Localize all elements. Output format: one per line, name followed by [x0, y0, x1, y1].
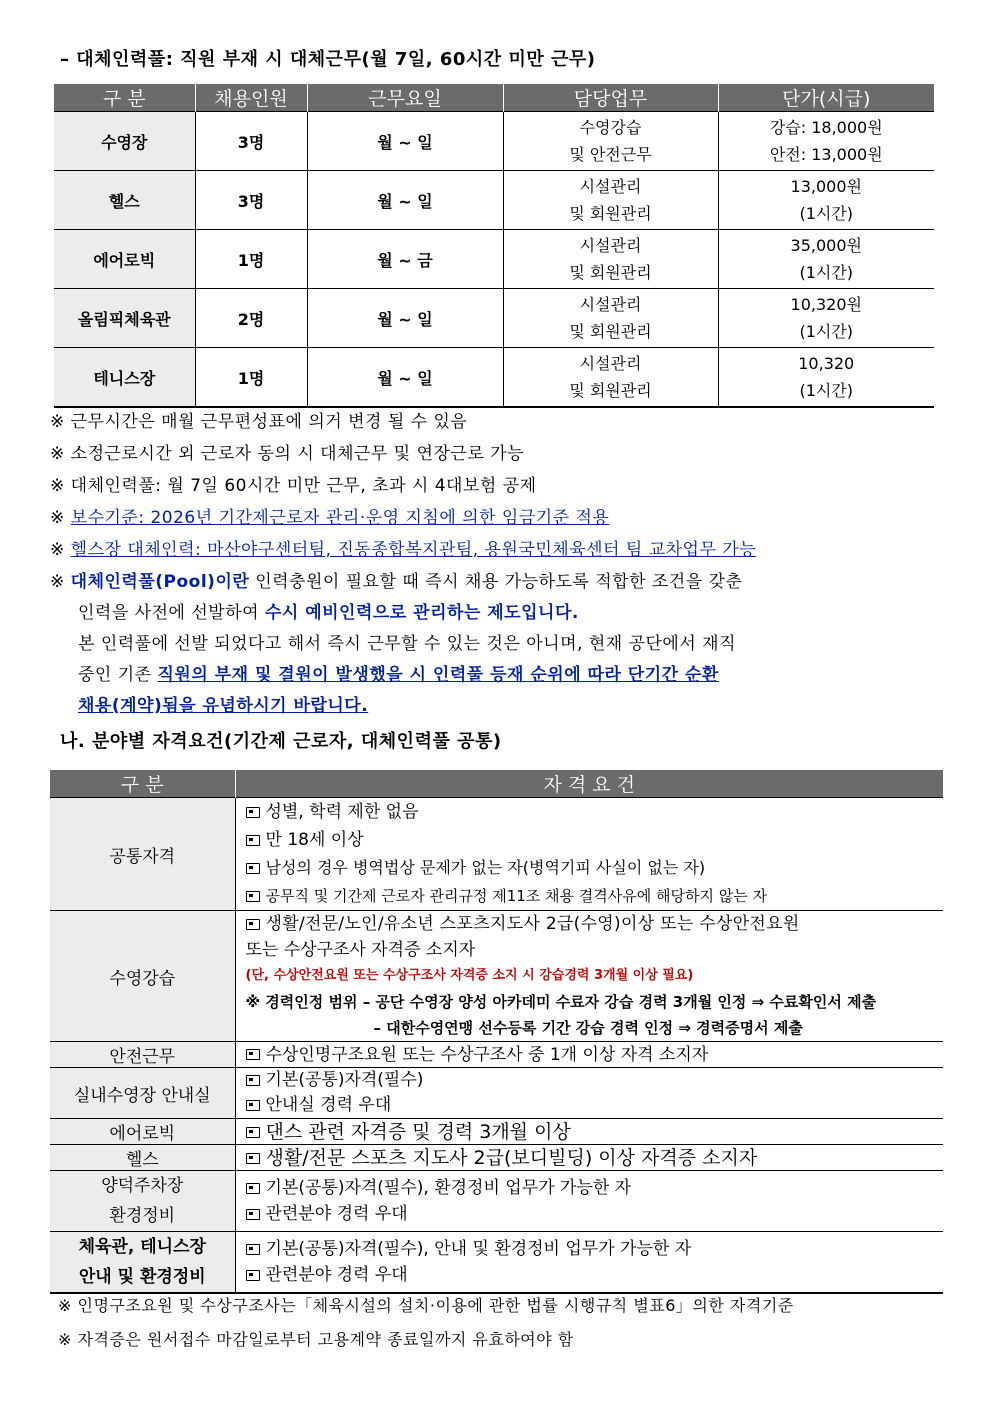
bullet-icon — [246, 1153, 260, 1164]
requirement-item — [246, 1175, 944, 1201]
row-days: 월 ~ 일 — [307, 112, 503, 171]
substitute-pool-table — [54, 84, 934, 408]
row-category: 헬스 — [50, 1145, 235, 1171]
table-row — [50, 1171, 943, 1232]
pay-line: (1시간) — [799, 204, 854, 223]
requirement-text: 관련분야 경력 우대 — [265, 1204, 408, 1224]
table-row — [50, 911, 943, 1042]
footnote-lifeguard: ※ 인명구조요원 및 수상구조사는「체육시설의 설치·이용에 관한 법률 시행규칙 별표6」의한 자격기준 — [58, 1296, 794, 1315]
table-row — [54, 171, 934, 230]
table-header-row — [50, 770, 943, 798]
pool-line2-a: 인력을 사전에 선발하여 — [78, 603, 265, 623]
duty-line: 시설관리 — [579, 236, 642, 255]
requirement-text: 생활/전문 스포츠 지도사 2급(보디빌딩) 이상 자격증 소지자 — [265, 1146, 758, 1169]
header-pay: 단가(시급) — [718, 84, 934, 112]
note-health-substitute — [50, 535, 756, 560]
bullet-icon — [246, 1100, 260, 1111]
header-duty: 담당업무 — [503, 84, 718, 112]
row-days: 월 ~ 일 — [307, 348, 503, 408]
requirement-text: 성별, 학력 제한 없음 — [265, 802, 419, 822]
requirement-note: (단, 수상안전요원 또는 수상구조사 자격증 소지 시 강습경력 3개월 이상 필요) — [245, 968, 694, 983]
category-line: 환경정비 — [109, 1206, 176, 1226]
table-header-row — [54, 84, 934, 112]
requirement-text: 생활/전문/노인/유소년 스포츠지도사 2급(수영)이상 또는 수상안전요원 — [265, 914, 800, 934]
bullet-icon — [246, 1209, 260, 1220]
row-requirements — [235, 1171, 943, 1232]
bullet-icon — [246, 919, 260, 930]
header-requirements: 자 격 요 건 — [235, 770, 943, 798]
requirement-text: 공무직 및 기간제 근로자 관리규정 제11조 채용 결격사유에 해당하지 않는 자 — [265, 887, 767, 905]
row-duty — [503, 348, 718, 408]
row-category: 올림픽체육관 — [54, 289, 195, 348]
requirement-item — [246, 854, 944, 882]
requirement-item — [246, 911, 944, 937]
pay-line: (1시간) — [799, 381, 854, 400]
pool-line4-b: 직원의 부재 및 결원이 발생했을 시 인력풀 등재 순위에 따라 단기간 순환 — [157, 665, 719, 685]
row-category — [50, 1232, 235, 1294]
row-count: 2명 — [195, 289, 307, 348]
pool-definition-text: 인력충원이 필요할 때 즉시 채용 가능하도록 적합한 조건을 갖춘 — [249, 572, 743, 592]
note-mark: ※ — [50, 508, 65, 528]
pool-line2-b: 수시 예비인력으로 관리하는 제도입니다. — [264, 603, 579, 623]
note-pool-definition — [50, 567, 742, 592]
bullet-icon — [246, 1244, 260, 1255]
row-days: 월 ~ 금 — [307, 230, 503, 289]
qualification-table — [50, 770, 943, 1294]
pay-line: 안전: 13,000원 — [769, 145, 883, 164]
row-requirements — [235, 1145, 943, 1171]
row-pay — [718, 230, 934, 289]
requirement-text: 관련분야 경력 우대 — [265, 1265, 408, 1285]
row-days: 월 ~ 일 — [307, 289, 503, 348]
duty-line: 및 회원관리 — [569, 263, 652, 282]
bullet-icon — [246, 807, 260, 818]
bullet-icon — [246, 1127, 260, 1138]
category-line: 체육관, 테니스장 — [78, 1237, 206, 1257]
row-category: 안전근무 — [50, 1042, 235, 1068]
requirement-item — [246, 1093, 944, 1118]
row-category: 헬스 — [54, 171, 195, 230]
requirement-text: 만 18세 이상 — [265, 830, 364, 850]
pool-term: 대체인력풀(Pool)이란 — [70, 572, 250, 592]
pay-line: 10,320 — [798, 354, 855, 373]
header-count: 채용인원 — [195, 84, 307, 112]
bullet-icon — [246, 835, 260, 846]
table-row — [54, 289, 934, 348]
row-category: 에어로빅 — [50, 1119, 235, 1145]
row-pay — [718, 289, 934, 348]
requirement-item — [246, 826, 944, 854]
requirement-text: 기본(공통)자격(필수), 안내 및 환경정비 업무가 가능한 자 — [265, 1239, 692, 1259]
row-requirements — [235, 1232, 943, 1294]
pay-line: (1시간) — [799, 263, 854, 282]
pay-line: 13,000원 — [790, 177, 862, 196]
row-category: 공통자격 — [50, 798, 235, 911]
row-count: 1명 — [195, 348, 307, 408]
pay-line: 강습: 18,000원 — [769, 118, 883, 137]
requirement-note: ※ 경력인정 범위 – 공단 수영장 양성 아카데미 수료자 강습 경력 3개월 인정 ⇒ 수료확인서 제출 — [245, 993, 877, 1011]
note-pool-line5 — [78, 691, 368, 716]
table-row — [54, 112, 934, 171]
row-duty — [503, 230, 718, 289]
row-days: 월 ~ 일 — [307, 171, 503, 230]
row-requirements — [235, 1042, 943, 1068]
row-pay — [718, 171, 934, 230]
table-row — [50, 1232, 943, 1294]
duty-line: 시설관리 — [579, 295, 642, 314]
header-days: 근무요일 — [307, 84, 503, 112]
requirement-text: 남성의 경우 병역법상 문제가 없는 자(병역기피 사실이 없는 자) — [265, 858, 706, 877]
pool-line4-a: 중인 기존 — [78, 665, 158, 685]
health-substitute-text: 헬스장 대체인력: 마산야구센터팀, 진동종합복지관팀, 용원국민체육센터 팀 교차업무 가능 — [70, 540, 757, 560]
requirement-item — [246, 1201, 944, 1227]
pay-line: (1시간) — [799, 322, 854, 341]
row-category — [50, 1171, 235, 1232]
table-row — [54, 230, 934, 289]
table-row — [50, 1145, 943, 1171]
requirement-item — [246, 882, 944, 910]
row-pay — [718, 112, 934, 171]
row-requirements — [235, 798, 943, 911]
table-row — [50, 798, 943, 911]
requirement-item — [246, 1236, 944, 1262]
row-category: 테니스장 — [54, 348, 195, 408]
row-category: 실내수영장 안내실 — [50, 1068, 235, 1119]
note-pool-limit: ※ 대체인력풀: 월 7일 60시간 미만 근무, 초과 시 4대보험 공제 — [50, 476, 537, 496]
bullet-icon — [246, 1049, 260, 1060]
duty-line: 수영강습 — [579, 118, 642, 137]
note-pool-line2 — [78, 598, 579, 623]
bullet-icon — [246, 863, 260, 874]
duty-line: 시설관리 — [579, 177, 642, 196]
table-row — [50, 1119, 943, 1145]
duty-line: 및 회원관리 — [569, 381, 652, 400]
bullet-icon — [246, 1183, 260, 1194]
category-line: 양덕주차장 — [101, 1176, 184, 1196]
bullet-icon — [246, 1075, 260, 1086]
note-pool-line3: 본 인력풀에 선발 되었다고 해서 즉시 근무할 수 있는 것은 아니며, 현재 공단에서 재직 — [78, 634, 737, 654]
row-count: 3명 — [195, 171, 307, 230]
note-pay-standard — [50, 503, 609, 528]
header-category: 구 분 — [50, 770, 235, 798]
row-requirements — [235, 911, 943, 1042]
requirement-text: 댄스 관련 자격증 및 경력 3개월 이상 — [265, 1120, 571, 1143]
note-overtime: ※ 소정근로시간 외 근로자 동의 시 대체근무 및 연장근로 가능 — [50, 444, 525, 464]
duty-line: 시설관리 — [579, 354, 642, 373]
table-row — [50, 1042, 943, 1068]
requirement-item: 또는 수상구조사 자격증 소지자 — [245, 940, 476, 960]
row-duty — [503, 289, 718, 348]
requirement-note: – 대한수영연맹 선수등록 기간 강습 경력 인정 ⇒ 경력증명서 제출 — [373, 1019, 803, 1037]
row-requirements — [235, 1119, 943, 1145]
row-pay — [718, 348, 934, 408]
note-work-hours: ※ 근무시간은 매월 근무편성표에 의거 변경 될 수 있음 — [50, 412, 468, 432]
row-requirements — [235, 1068, 943, 1119]
row-duty — [503, 171, 718, 230]
row-count: 3명 — [195, 112, 307, 171]
table-row — [54, 348, 934, 408]
note-mark: ※ — [50, 572, 65, 592]
requirement-text: 기본(공통)자격(필수), 환경정비 업무가 가능한 자 — [265, 1178, 632, 1198]
bullet-icon — [246, 891, 260, 902]
header-category: 구 분 — [54, 84, 195, 112]
row-count: 1명 — [195, 230, 307, 289]
requirement-item — [246, 1262, 944, 1288]
requirement-text: 기본(공통)자격(필수) — [265, 1070, 424, 1090]
row-category: 수영장 — [54, 112, 195, 171]
note-mark: ※ — [50, 540, 65, 560]
duty-line: 및 안전근무 — [569, 145, 652, 164]
bullet-icon — [246, 1270, 260, 1281]
row-duty — [503, 112, 718, 171]
pool-line5-text: 채용(계약)됨을 유념하시기 바랍니다. — [78, 696, 369, 716]
duty-line: 및 회원관리 — [569, 204, 652, 223]
duty-line: 및 회원관리 — [569, 322, 652, 341]
footnote-validity: ※ 자격증은 원서접수 마감일로부터 고용계약 종료일까지 유효하여야 함 — [58, 1330, 574, 1349]
requirement-item — [246, 1068, 944, 1093]
requirement-item — [246, 798, 944, 826]
note-pool-line4 — [78, 660, 719, 685]
requirement-text: 안내실 경력 우대 — [265, 1095, 392, 1115]
table-row — [50, 1068, 943, 1119]
section-b-title: 나. 분야별 자격요건(기간제 근로자, 대체인력풀 공통) — [60, 731, 502, 752]
pay-line: 35,000원 — [790, 236, 862, 255]
section-a-title: – 대체인력풀: 직원 부재 시 대체근무(월 7일, 60시간 미만 근무) — [60, 49, 596, 70]
pay-standard-text: 보수기준: 2026년 기간제근로자 관리·운영 지침에 의한 임금기준 적용 — [70, 508, 610, 528]
row-category: 에어로빅 — [54, 230, 195, 289]
row-category: 수영강습 — [50, 911, 235, 1042]
pay-line: 10,320원 — [790, 295, 862, 314]
category-line: 안내 및 환경정비 — [78, 1267, 206, 1287]
requirement-text: 수상인명구조요원 또는 수상구조사 중 1개 이상 자격 소지자 — [265, 1044, 709, 1065]
